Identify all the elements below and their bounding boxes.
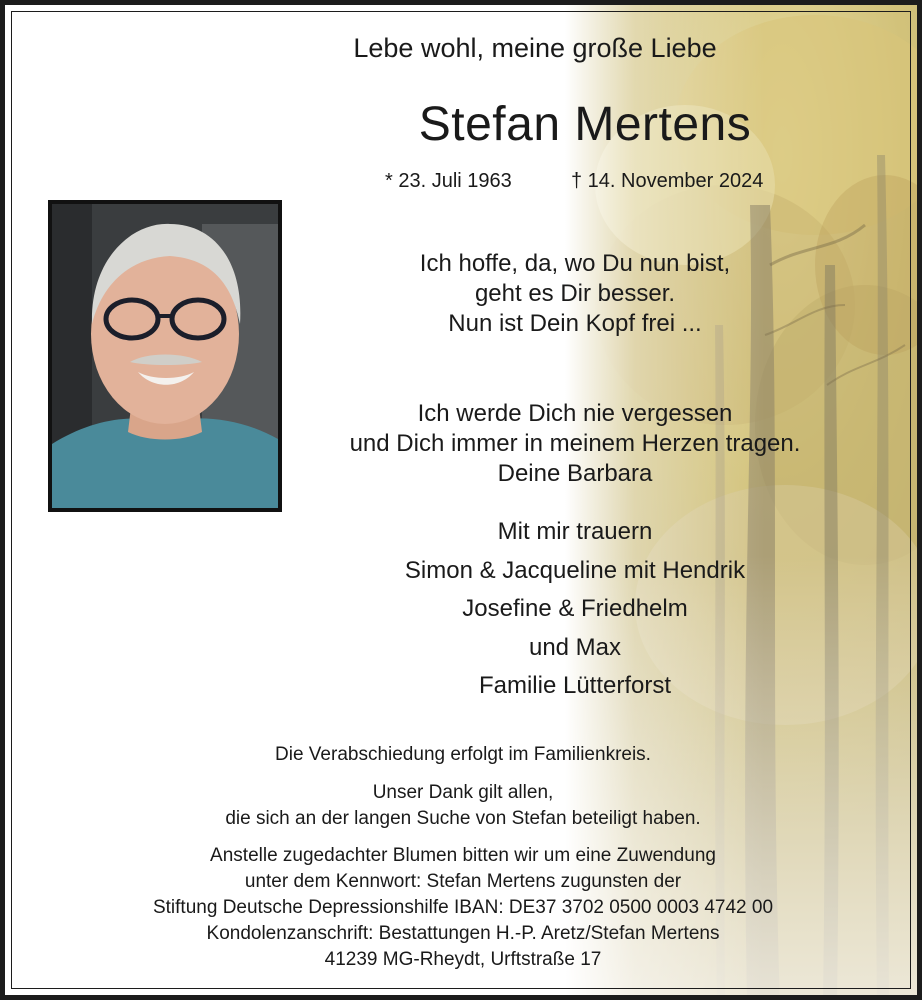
mourners-heading: Mit mir trauern: [497, 518, 653, 545]
notice-line: Unser Dank gilt allen,: [372, 782, 554, 803]
mourners-list: [125, 513, 922, 706]
donation-notice: [5, 843, 921, 973]
deceased-name: Stefan Mertens: [418, 98, 752, 151]
verse-line: Nun ist Dein Kopf frei ...: [448, 310, 702, 337]
condolence-address: Kondolenzanschrift: Bestattungen H.-P. Aretz/Stefan Mertens: [206, 923, 720, 944]
verse-line: Ich hoffe, da, wo Du nun bist,: [419, 250, 731, 277]
notice-line: Anstelle zugedachter Blumen bitten wir um eine Zuwendung: [210, 845, 716, 866]
mourner-entry: und Max: [528, 633, 622, 661]
mourner-entry: Familie Lütterforst: [478, 672, 672, 699]
verse-signature: Deine Barbara: [497, 460, 653, 487]
death-date: † 14. November 2024: [571, 170, 764, 192]
mourner-entry: Simon & Jacqueline mit Hendrik: [404, 556, 746, 584]
farewell-notice: Die Verabschiedung erfolgt im Familienkreis.: [275, 744, 651, 765]
verse-line: Ich werde Dich nie vergessen: [417, 400, 733, 427]
iban-line: Stiftung Deutsche Depressionshilfe IBAN: DE37 3702 0500 0003 4742 00: [152, 897, 774, 918]
postal-address: 41239 MG-Rheydt, Urftstraße 17: [324, 949, 602, 970]
mourner-entry: Josefine & Friedhelm: [462, 595, 688, 622]
notice-line: die sich an der langen Suche von Stefan beteiligt haben.: [225, 808, 701, 829]
birth-date: * 23. Juli 1963: [385, 170, 512, 192]
verse-hope: [125, 249, 922, 339]
verse-line: geht es Dir besser.: [474, 280, 676, 307]
notice-line: unter dem Kennwort: Stefan Mertens zugunsten der: [244, 871, 682, 892]
thanks-notice: [5, 780, 921, 832]
headline: Lebe wohl, meine große Liebe: [353, 33, 717, 63]
verse-line: und Dich immer in meinem Herzen tragen.: [349, 430, 801, 457]
verse-remembrance: [125, 399, 922, 489]
